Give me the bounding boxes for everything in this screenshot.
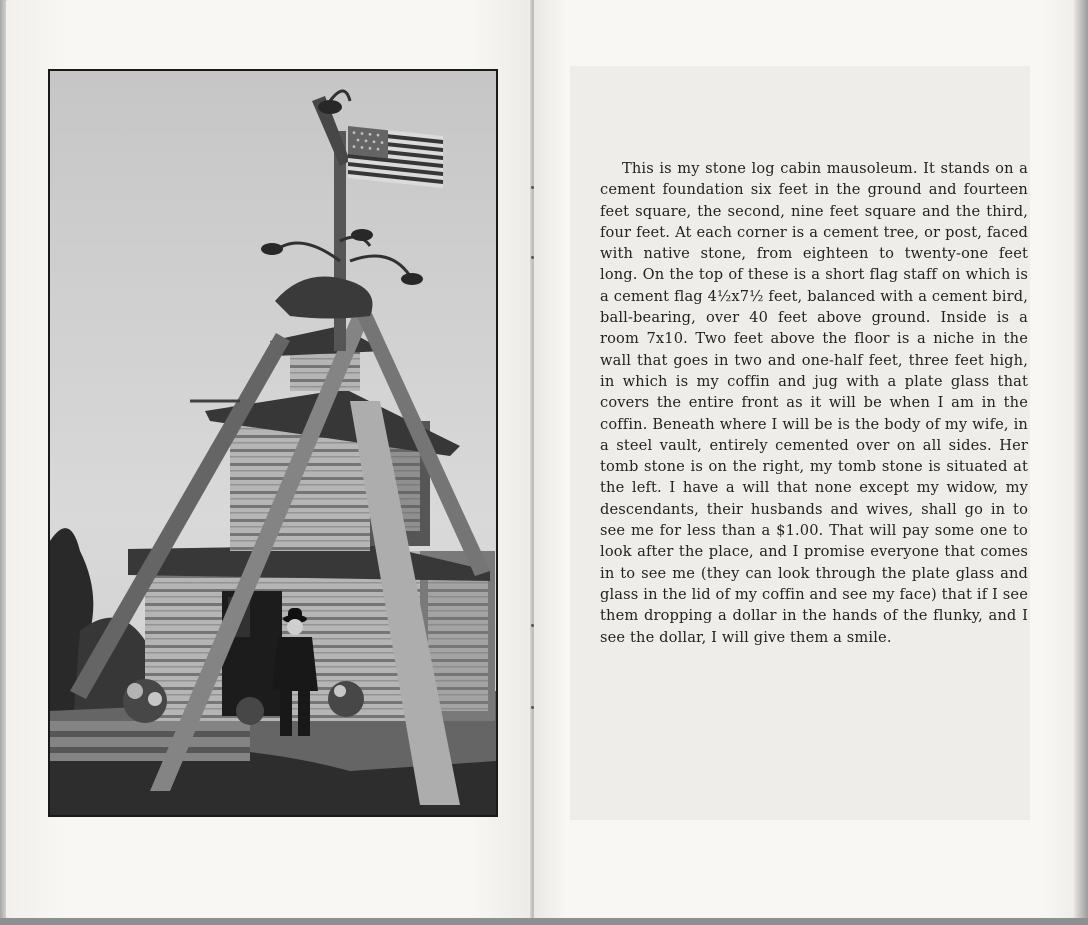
mausoleum-description-paragraph: This is my stone log cabin mausoleum. It stands on a cement foundation six feet in the ground and fourteen feet square, the second, nine feet square and the third, four feet. At each corner is a cement tree, or post, faced with native stone, from eighteen to twenty-one feet long. On the top of these is a short flag staff on which is a cement flag 4½x7½ feet, balanced with a cement bird, ball-bearing, over 40 feet above ground. Inside is a room 7x10. Two feet above the floor is a niche in the wall that goes in two and one-half feet, three feet high, in which is my coffin and jug with a plate glass that covers the entire front as it will be when I am in the coffin. Beneath where I will be is the body of my wife, in a steel vault, entirely cemented over on all sides. Her tomb stone is on the right, my tomb stone is situated at the left. I have a will that none except my widow, my descendants, their husbands and wives, shall go in to see me for less than a $1.00. That will pay some one to look after the place, and I promise everyone that comes in to see me (they can look through the plate glass and glass in the lid of my coffin and see my face) that if I see them dropping a dollar in the hands of the flunky, and I see the dollar, I will give them a smile. xyxy=(600,160,1028,646)
staple-mark xyxy=(531,624,534,627)
staple-mark xyxy=(531,256,534,259)
mausoleum-photo-drawing xyxy=(50,71,496,815)
staple-mark xyxy=(531,186,534,189)
book-cover-edge-right xyxy=(1074,0,1088,918)
mausoleum-photo xyxy=(48,69,498,817)
staple-mark xyxy=(531,706,534,709)
